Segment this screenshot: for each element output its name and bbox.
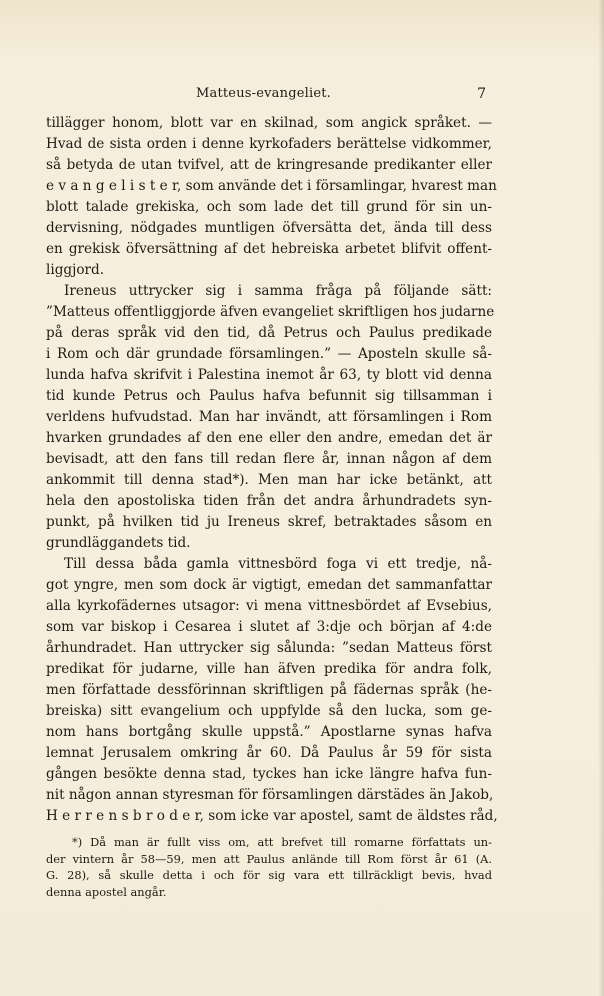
text-line: så betyda de utan tvifvel, att de kringresande predikanter eller — [46, 157, 492, 173]
text-line: ankommit till denna stad*). Men man har icke betänkt, att — [46, 472, 492, 488]
text-line: alla kyrkofädernes utsagor: vi mena vittnesbördet af Evsebius, — [46, 598, 492, 614]
text-line: predikat för judarne, ville han äfven predika för andra folk, — [46, 661, 492, 677]
text-line: som var biskop i Cesarea i slutet af 3:dje och början af 4:de — [46, 619, 492, 635]
text-line: tid kunde Petrus och Paulus hafva befunnit sig tillsamman i — [46, 388, 492, 404]
text-line: hela den apostoliska tiden från det andra århundradets syn- — [46, 493, 492, 509]
text-line: bevisadt, att den fans till redan flere år, innan någon af dem — [46, 451, 492, 467]
footnote — [46, 834, 492, 900]
text-line: Till dessa båda gamla vittnesbörd foga vi ett tredje, nå- — [64, 556, 492, 572]
running-title: Matteus-evangeliet. — [196, 86, 331, 101]
text-line: punkt, på hvilken tid ju Ireneus skref, betraktades såsom en — [46, 514, 492, 530]
text-line: ”Matteus offentliggjorde äfven evangeliet skriftligen hos judarne — [46, 304, 495, 320]
text-line: dervisning, nödgades muntligen öfversätta det, ända till dess — [46, 220, 492, 236]
text-line: i Rom och där grundade församlingen.” — Aposteln skulle så- — [46, 346, 492, 362]
text-line: nom hans bortgång skulle uppstå.” Apostlarne synas hafva — [46, 724, 492, 740]
text-line: århundradet. Han uttrycker sig sålunda: ”sedan Matteus först — [46, 640, 492, 656]
footnote-line: der vintern år 58—59, men att Paulus anlände till Rom först år 61 (A. — [46, 851, 492, 866]
text-line: verldens hufvudstad. Man har invändt, att församlingen i Rom — [46, 409, 492, 425]
text-line: en grekisk öfversättning af det hebreiska arbetet blifvit offent- — [46, 241, 492, 257]
text-line: lemnat Jerusalem omkring år 60. Då Paulus år 59 för sista — [46, 745, 492, 761]
main-text — [46, 113, 498, 827]
footnote-line: denna apostel angår. — [46, 884, 167, 899]
text-line: tillägger honom, blott var en skilnad, som angick språket. — — [46, 115, 492, 131]
text-line: lunda hafva skrifvit i Palestina inemot år 63, ty blott vid denna — [46, 367, 492, 383]
text-line: H e r r e n s b r o d e r, som icke var apostel, samt de äldstes råd, — [46, 808, 498, 824]
page-edge-shadow — [598, 0, 604, 996]
text-line: e v a n g e l i s t e r, som använde det i församlingar, hvarest man — [46, 178, 497, 194]
text-line: liggjord. — [46, 262, 105, 278]
text-line: nit någon annan styresman för församlingen därstädes än Jakob, — [46, 787, 494, 803]
text-line: grundläggandets tid. — [46, 535, 191, 551]
page-number: 7 — [477, 86, 486, 102]
text-line: got yngre, men som dock är vigtigt, emedan det sammanfattar — [46, 577, 492, 593]
text-line: breiska) sitt evangelium och uppfylde så den lucka, som ge- — [46, 703, 492, 719]
text-line: Hvad de sista orden i denne kyrkofaders berättelse vidkommer, — [46, 136, 492, 152]
text-line: gången besökte denna stad, tyckes han icke längre hafva fun- — [46, 766, 492, 782]
page-header — [46, 86, 486, 106]
footnote-line: *) Då man är fullt viss om, att brefvet till romarne författats un- — [72, 835, 492, 849]
text-line: på deras språk vid den tid, då Petrus och Paulus predikade — [46, 325, 492, 341]
text-line: hvarken grundades af den ene eller den andre, emedan det är — [46, 430, 492, 446]
text-line: men författade dessförinnan skriftligen på fädernas språk (he- — [46, 682, 492, 698]
text-line: blott talade grekiska, och som lade det till grund för sin un- — [46, 199, 492, 215]
footnote-line: G. 28), så skulle detta i och för sig vara ett tillräckligt bevis, hvad — [46, 868, 492, 883]
text-line: Ireneus uttrycker sig i samma fråga på följande sätt: — [64, 283, 492, 299]
